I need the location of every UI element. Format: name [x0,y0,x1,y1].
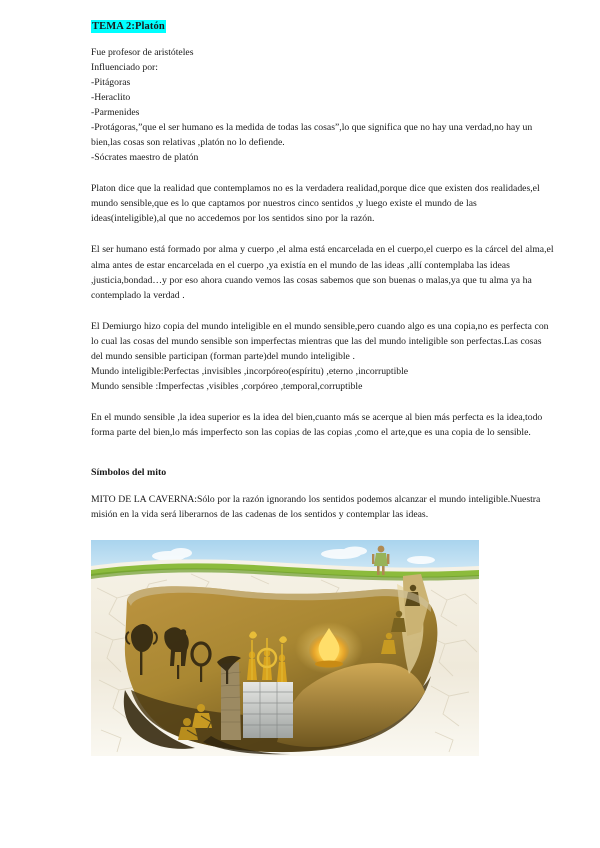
intro-line-1: Fue profesor de aristóteles [91,47,194,59]
intro-bullet-parmenides: -Parmenides [91,107,140,119]
parapet-wall [243,682,293,738]
section-heading-simbolos-del-mito: Símbolos del mito [91,466,167,478]
intro-bullet-protagoras: -Protágoras,”que el ser humano es la medida de todas las cosas”,lo que significa que no hay una verdad,no hay un bien,las cosas son relativas ,platón no lo defiende. [91,122,533,149]
paragraph-idea-of-the-good: En el mundo sensible ,la idea superior es la idea del bien,cuanto más se acerque al bien más perfecta es la idea,todo forma parte del bien,lo más imperfecto son las copias de las copias ,como el arte,que es una copia de lo sensible. [91,411,543,438]
cave-illustration-svg [91,540,479,756]
allegory-of-the-cave-illustration [91,540,479,756]
intro-bullet-socrates: -Sócrates maestro de platón [91,152,199,164]
intro-line-2: Influenciado por: [91,62,158,74]
line-mundo-inteligible: Mundo inteligible:Perfectas ,invisibles ,incorpóreo(espíritu) ,eterno ,incorruptible [91,365,409,377]
line-mundo-sensible: Mundo sensible :Imperfectas ,visibles ,corpóreo ,temporal,corruptible [91,380,363,392]
intro-bullet-pitagoras: -Pitágoras [91,77,131,89]
spacer [91,451,554,465]
fire-base [315,661,343,668]
intro-bullet-heraclito: -Heraclito [91,92,131,104]
paragraph-demiurge: El Demiurgo hizo copia del mundo inteligible en el mundo sensible,pero cuando algo es una copia,no es perfecta con lo cual las cosas del mundo sensible son imperfectas mientras que las del mundo inteligible son perfectas.Las cosas del mundo sensible participan (forman parte)del mundo inteligible . [91,320,549,362]
paragraph-mito-de-la-caverna: MITO DE LA CAVERNA:Sólo por la razón ignorando los sentidos podemos alcanzar el mundo inteligible.Nuestra misión en la vida será liberarnos de las cadenas de los sentidos y contemplar las ideas. [91,494,541,521]
paragraph-two-realities: Platon dice que la realidad que contemplamos no es la verdadera realidad,porque dice que existen dos realidades,el mundo sensible,que es lo que captamos por nuestros cinco sentidos ,y luego existe el mundo de las ideas(inteligible),al que no accedemos por los sentidos sino por la razón. [91,183,540,225]
page-title: TEMA 2:Platón [92,21,165,32]
paragraph-soul-and-body: El ser humano está formado por alma y cuerpo ,el alma está encarcelada en el cuerpo,el cuerpo es la cárcel del alma,el alma antes de estar encarcelada en el cuerpo ,ya existía en el mundo de las ideas ,allí contemplaba las ideas ,justicia,bondad…y por eso ahora cuando vemos las cosas sabemos que son buenas o malas,ya que tu alma ya ha contemplado la verdad . [91,244,554,301]
intro-block [91,45,554,165]
figure-container [91,540,479,756]
